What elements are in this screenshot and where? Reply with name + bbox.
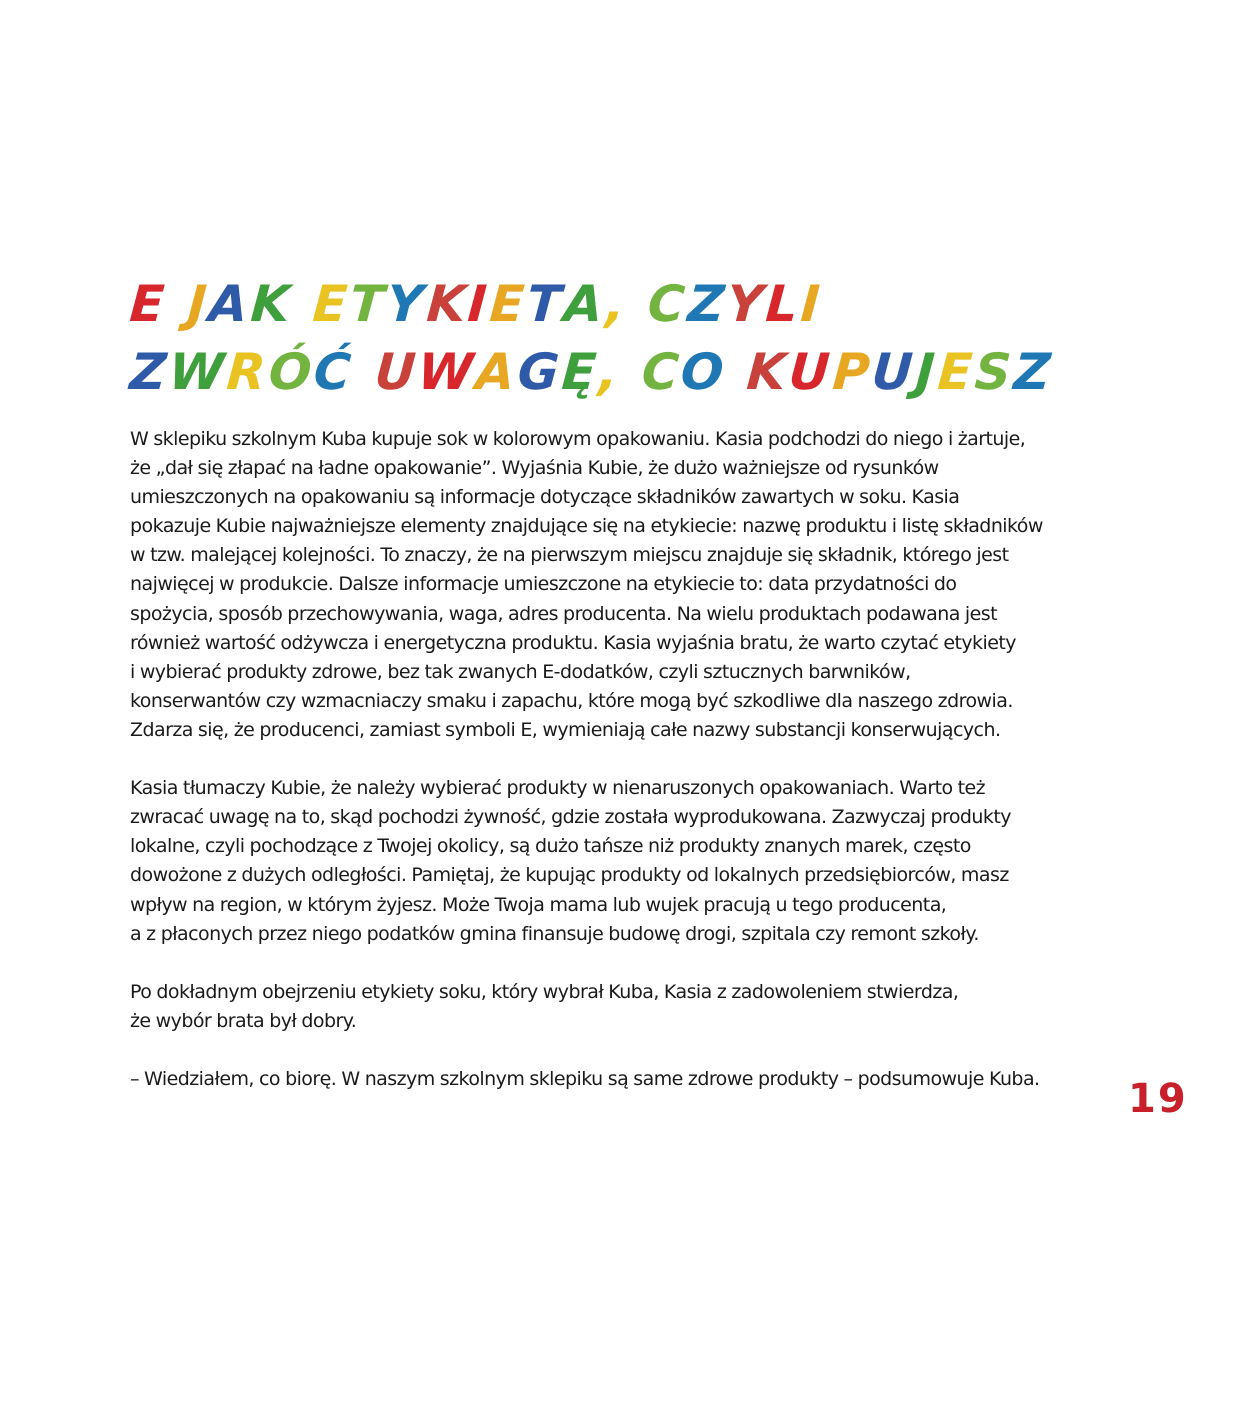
title-letter: P bbox=[830, 343, 875, 401]
text-line: Po dokładnym obejrzeniu etykiety soku, który wybrał Kuba, Kasia z zadowoleniem stwierdza, bbox=[130, 980, 959, 1003]
title-letter: , bbox=[597, 343, 624, 401]
text-line: dowożone z dużych odległości. Pamiętaj, że kupując produkty od lokalnych przedsiębiorców, masz bbox=[130, 864, 1009, 887]
title-letter: K bbox=[424, 275, 471, 333]
title-letter: J bbox=[185, 275, 212, 333]
title-letter: J bbox=[913, 343, 940, 401]
title-letter: C bbox=[639, 343, 684, 401]
text-line: pokazuje Kubie najważniejsze elementy znajdujące się na etykiecie: nazwę produktu i listę składników bbox=[130, 515, 1043, 538]
text-line: wpływ na region, w którym żyjesz. Może Twoja mama lub wujek pracują u tego producenta, bbox=[130, 893, 947, 916]
title-letter: Ć bbox=[312, 343, 357, 401]
title-letter: U bbox=[870, 343, 918, 401]
text-line: że „dał się złapać na ładne opakowanie”. Wyjaśnia Kubie, że dużo ważniejsze od rysunków bbox=[130, 457, 939, 480]
title-letter: Y bbox=[725, 275, 769, 333]
text-line: a z płaconych przez niego podatków gmina finansuje budowę drogi, szpitala czy remont szkoły. bbox=[130, 922, 979, 945]
paragraph-4 bbox=[130, 1065, 1040, 1094]
text-line: zwracać uwagę na to, skąd pochodzi żywność, gdzie została wyprodukowana. Zazwyczaj produkty bbox=[130, 806, 1011, 829]
text-line: najwięcej w produkcie. Dalsze informacje umieszczone na etykiecie to: data przydatności do bbox=[130, 573, 957, 596]
paragraph-3 bbox=[130, 978, 1030, 1036]
title-letter: Z bbox=[127, 343, 172, 401]
text-line: i wybierać produkty zdrowe, bez tak zwanych E-dodatków, czyli sztucznych barwników, bbox=[130, 660, 911, 683]
title-letter: , bbox=[603, 275, 630, 333]
title-letter: Z bbox=[685, 275, 730, 333]
text-line: że wybór brata był dobry. bbox=[130, 1009, 357, 1032]
title-line-2 bbox=[127, 338, 1056, 406]
text-line: w tzw. malejącej kolejności. To znaczy, że na pierwszym miejscu znajduje się składnik, którego jest bbox=[130, 544, 1009, 567]
text-line: konserwantów czy wzmacniaczy smaku i zapachu, które mogą być szkodliwe dla naszego zdrowia. bbox=[130, 689, 1013, 712]
title-letter: Z bbox=[1011, 343, 1056, 401]
title-letter: L bbox=[764, 275, 804, 333]
title-letter: U bbox=[372, 343, 421, 401]
paragraph-2 bbox=[130, 774, 1030, 949]
page-number: 19 bbox=[1128, 1076, 1188, 1122]
title-letter: R bbox=[225, 343, 271, 401]
text-line: Kasia tłumaczy Kubie, że należy wybierać produkty w nienaruszonych opakowaniach. Warto też bbox=[130, 777, 986, 800]
title-letter: Ę bbox=[560, 343, 602, 401]
page-title bbox=[127, 270, 1056, 406]
title-letter: K bbox=[745, 343, 792, 401]
title-letter: A bbox=[562, 275, 608, 333]
title-letter: O bbox=[679, 343, 729, 401]
title-letter: E bbox=[311, 275, 353, 333]
title-letter: E bbox=[935, 343, 977, 401]
title-letter: E bbox=[487, 275, 530, 333]
paragraph-1 bbox=[130, 425, 1043, 745]
text-line: – Wiedziałem, co biorę. W naszym szkolnym sklepiku są same zdrowe produkty – podsumowuje Kuba. bbox=[130, 1068, 1040, 1091]
title-letter: T bbox=[348, 275, 390, 333]
text-line: Zdarza się, że producenci, zamiast symboli E, wymieniają całe nazwy substancji konserwujących. bbox=[130, 718, 1001, 741]
title-letter: T bbox=[525, 275, 567, 333]
title-letter: E bbox=[127, 275, 170, 333]
title-letter: S bbox=[972, 343, 1016, 401]
text-line: również wartość odżywcza i energetyczna produktu. Kasia wyjaśnia bratu, że warto czytać etykiety bbox=[130, 631, 1016, 654]
title-letter: W bbox=[167, 343, 230, 401]
title-line-1 bbox=[127, 270, 1030, 338]
title-letter: I bbox=[799, 275, 825, 333]
title-letter: G bbox=[516, 343, 565, 401]
title-letter: A bbox=[207, 275, 253, 333]
body-text bbox=[130, 425, 1043, 1123]
title-letter: W bbox=[416, 343, 479, 401]
title-letter: K bbox=[248, 275, 295, 333]
title-letter: Y bbox=[385, 275, 429, 333]
title-letter: U bbox=[787, 343, 835, 401]
text-line: lokalne, czyli pochodzące z Twojej okolicy, są dużo tańsze niż produkty znanych marek, często bbox=[130, 835, 971, 858]
title-letter: I bbox=[466, 275, 492, 333]
title-letter: A bbox=[474, 343, 521, 401]
title-letter: C bbox=[646, 275, 691, 333]
text-line: W sklepiku szkolnym Kuba kupuje sok w kolorowym opakowaniu. Kasia podchodzi do niego i żartuje, bbox=[130, 428, 1026, 450]
text-line: umieszczonych na opakowaniu są informacje dotyczące składników zawartych w soku. Kasia bbox=[130, 486, 960, 509]
title-letter: Ó bbox=[266, 343, 317, 401]
text-line: spożycia, sposób przechowywania, waga, adres producenta. Na wielu produktach podawana jest bbox=[130, 602, 998, 625]
